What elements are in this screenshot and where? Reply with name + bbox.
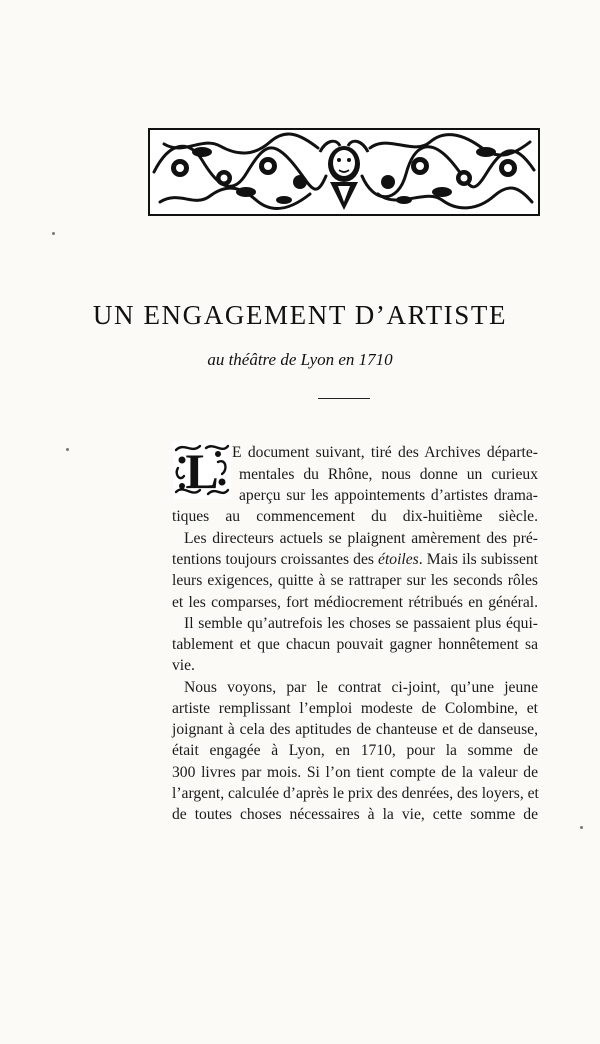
text-line: Les directeurs actuels se plaignent amèrement des pré- [184,530,538,547]
text-line: aperçu sur les appointements d’artistes drama- [239,487,538,504]
text-line: tablement et que chacun pouvait gagner honnêtement sa [172,636,538,653]
text-line: mentales du Rhône, nous donne un curieux [239,466,538,483]
ornamental-headpiece [148,128,540,216]
text-line: 300 livres par mois. Si l’on tient compte de la valeur de [172,764,538,781]
scan-speck [580,826,583,829]
text-fragment: tentions toujours croissantes des [172,551,379,568]
text-line: Il semble qu’autrefois les choses se passaient plus équi- [184,615,538,632]
scan-speck [66,448,69,451]
article-title: UN ENGAGEMENT D’ARTISTE [92,300,508,330]
text-line: Nous voyons, par le contrat ci-joint, qu’une jeune [184,679,538,696]
drop-cap-letter: L [185,443,219,499]
title-rule [318,398,370,399]
article-subtitle: au théâtre de Lyon en 1710 [207,350,393,369]
arabesque-ornament [150,130,538,214]
text-line: E document suivant, tiré des Archives départe- [232,444,538,461]
text-line: de toutes choses nécessaires à la vie, cette somme de [172,806,538,823]
text-line: joignant à cela des aptitudes de chanteuse et de danseuse, [172,721,538,738]
text-line: vie. [172,657,195,674]
italic-word: étoiles [378,551,419,568]
drop-cap-ornament [172,440,232,500]
text-line: leurs exigences, quitte à se rattraper sur les seconds rôles [172,572,538,589]
drop-cap [172,440,232,500]
text-line: était engagée à Lyon, en 1710, pour la somme de [172,742,538,759]
text-fragment: . Mais ils subissent [418,551,538,568]
scan-speck [52,232,55,235]
text-line: l’argent, calculée d’après le prix des denrées, des loyers, et [172,785,539,802]
text-line [172,550,538,570]
text-line: et les comparses, fort médiocrement rétribués en général. [172,594,538,611]
text-line: artiste remplissant l’emploi modeste de Colombine, et [172,700,538,717]
text-line: tiques au commencement du dix-huitième siècle. [172,508,538,525]
